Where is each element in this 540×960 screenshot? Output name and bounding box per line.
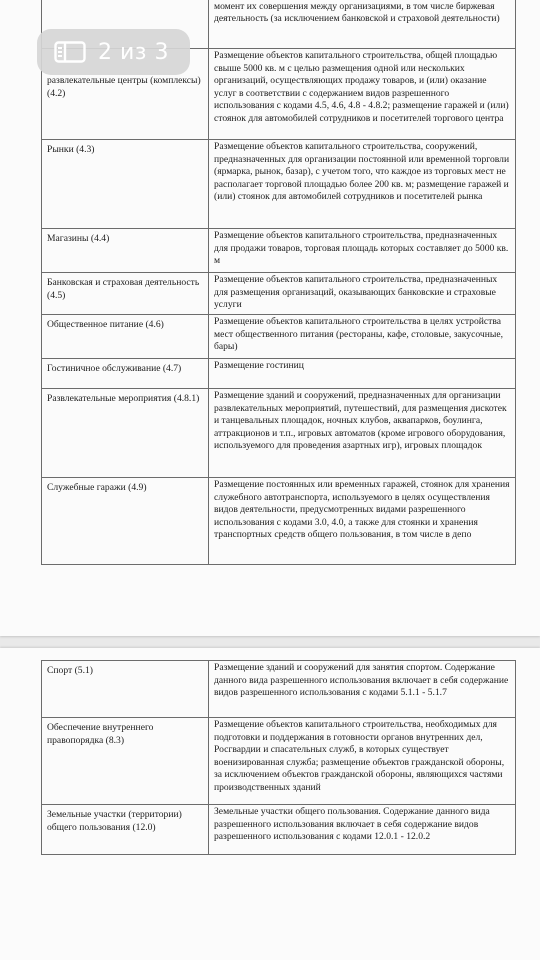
use-type-cell: Банковская и страховая деятельность (4.5) [42,273,209,315]
table-row [42,478,516,565]
use-description-cell: Размещение зданий и сооружений, предназначенных для организации развлекательных мероприятий, путешествий, для размещения дискотек и танцевальных площадок, ночных клубов, аквапарков, боулинга, аттракционов и т.п., игровых автоматов (кроме игрового оборудования, используемого для проведения азартных игр), игровых площадок [209,389,516,478]
table-row [42,315,516,359]
document-page-2 [0,648,540,960]
table-row [42,661,516,718]
table-row [42,805,516,855]
table-row [42,389,516,478]
use-description-cell: Размещение объектов капитального строительства, предназначенных для размещения организаций, оказывающих банковские и страховые услуги [209,273,516,315]
page-counter-text: 2 из 3 [98,39,169,65]
use-description-cell: Размещение объектов капитального строительства, предназначенных для продажи товаров, торговая площадь которых составляет до 5000 кв. м [209,229,516,273]
use-description-cell: Размещение зданий и сооружений для занятия спортом. Содержание данного вида разрешенного использования включает в себя содержание видов разрешенного использования с кодами 5.1.1 - 5.1.7 [209,661,516,718]
use-description-cell: Размещение объектов капитального строительства, общей площадью свыше 5000 кв. м с целью размещения одной или нескольких организаций, осуществляющих продажу товаров, и (или) оказание услуг в соответствии с содержанием видов разрешенного использования с кодами 4.5, 4.6, 4.8 - 4.8.2; размещение гаражей и (или) стоянок для автомобилей сотрудников и посетителей торгового центра [209,49,516,140]
use-description-cell: Размещение объектов капитального строительства, необходимых для подготовки и поддержания в готовности органов внутренних дел, Росгвардии и спасательных служб, в которых существует военизированная служба; размещение объектов гражданской обороны, за исключением объектов гражданской обороны, являющихся частями производственных зданий [209,718,516,805]
table-row [42,140,516,229]
use-description-cell: Размещение объектов капитального строительства в целях устройства мест общественного питания (рестораны, кафе, столовые, закусочные, бары) [209,315,516,359]
use-type-cell: Земельные участки (территории) общего пользования (12.0) [42,805,209,855]
list-icon [54,41,86,63]
use-description-cell: момент их совершения между организациями, в том числе биржевая деятельность (за исключением банковской и страховой деятельности) [209,0,516,49]
use-description-cell: Земельные участки общего пользования. Содержание данного вида разрешенного использования включает в себя содержание видов разрешенного использования с кодами 12.0.1 - 12.0.2 [209,805,516,855]
use-type-cell: Служебные гаражи (4.9) [42,478,209,565]
use-type-label: развлекательные центры (комплексы) (4.2) [47,75,201,99]
use-type-cell: Обеспечение внутреннего правопорядка (8.3) [42,718,209,805]
use-type-cell: Магазины (4.4) [42,229,209,273]
table-row [42,273,516,315]
use-type-cell: Спорт (5.1) [42,661,209,718]
table-row [42,229,516,273]
table-row [42,718,516,805]
land-use-table-page-1 [41,0,516,565]
use-description-cell: Размещение гостиниц [209,359,516,389]
use-description-cell: Размещение объектов капитального строительства, сооружений, предназначенных для организации постоянной или временной торговли (ярмарка, рынок, базар), с учетом того, что каждое из торговых мест не располагает торговой площадью более 200 кв. м; размещение гаражей и (или) стоянок для автомобилей сотрудников и посетителей рынка [209,140,516,229]
land-use-table-page-2 [41,660,516,855]
table-row [42,359,516,389]
page-counter-badge[interactable] [37,29,190,75]
use-type-cell: Общественное питание (4.6) [42,315,209,359]
use-type-cell: Рынки (4.3) [42,140,209,229]
use-type-cell: Гостиничное обслуживание (4.7) [42,359,209,389]
use-description-cell: Размещение постоянных или временных гаражей, стоянок для хранения служебного автотранспорта, используемого в целях осуществления видов деятельности, предусмотренных видами разрешенного использования с кодами 3.0, 4.0, а также для стоянки и хранения транспортных средств общего пользования, в том числе в депо [209,478,516,565]
use-type-cell: Развлекательные мероприятия (4.8.1) [42,389,209,478]
